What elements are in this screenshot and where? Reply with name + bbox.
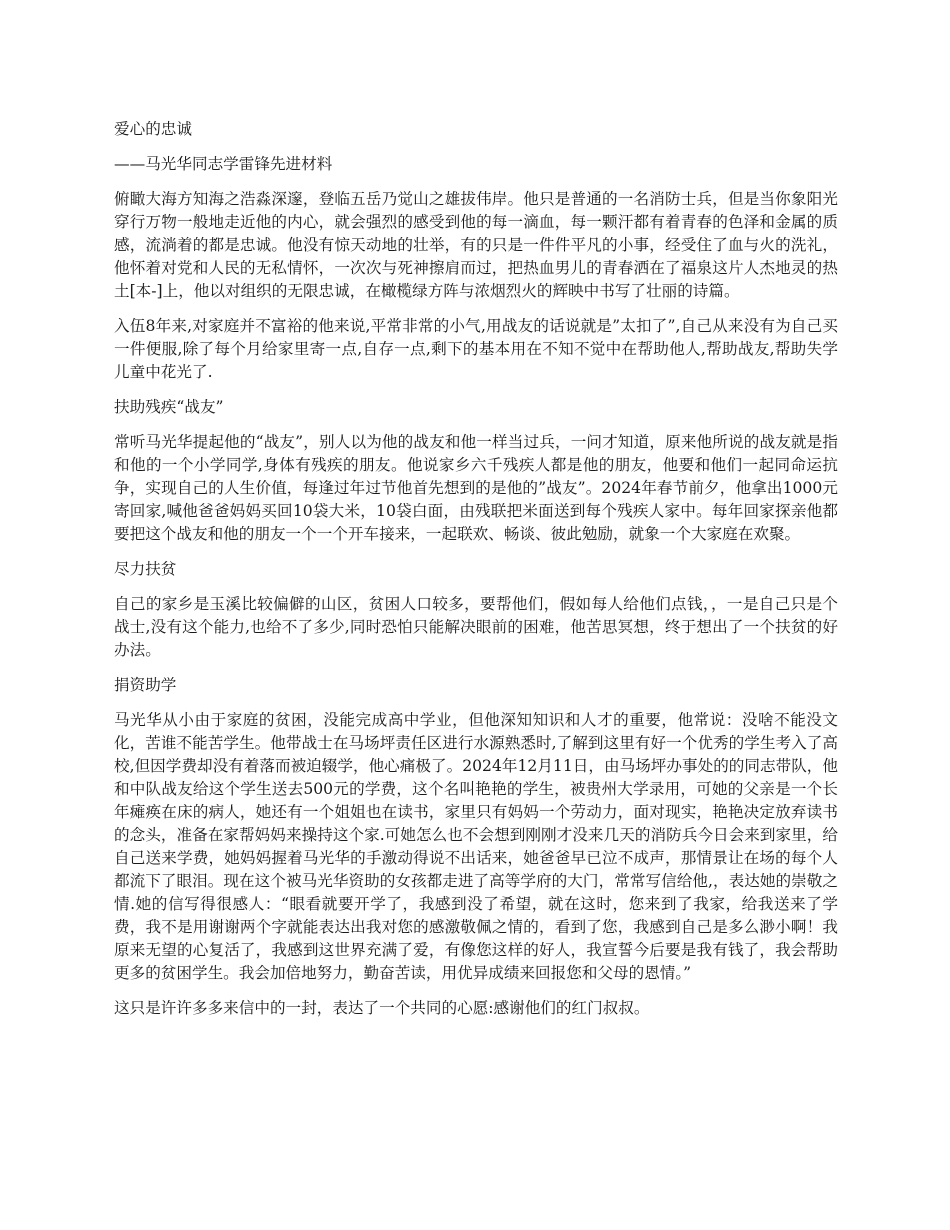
- document-body: [114, 118, 838, 1032]
- paragraph-education-aid: 马光华从小由于家庭的贫困，没能完成高中学业，但他深知知识和人才的重要，他常说：没啥不能没文化，苦谁不能苦学生。他带战士在马场坪责任区进行水源熟悉时,了解到这里有好一个优秀的学生考入了高校,但因学费却没有着落而被迫辍学，他心痛极了。2024年12月11日，由马场坪办事处的的同志带队，他和中队战友给这个学生送去500元的学费，这个名叫艳艳的学生，被贵州大学录用，可她的父亲是一个长年瘫痪在床的病人，她还有一个姐姐也在读书，家里只有妈妈一个劳动力，面对现实，艳艳决定放弃读书的念头，准备在家帮妈妈来操持这个家.可她怎么也不会想到刚刚才没来几天的消防兵今日会来到家里，给自己送来学费，她妈妈握着马光华的手激动得说不出话来，她爸爸早已泣不成声，那情景让在场的每个人都流下了眼泪。现在这个被马光华资助的女孩都走进了高等学府的大门，常常写信给他,，表达她的崇敬之情.她的信写得很感人：“眼看就要开学了，我感到没了希望，就在这时，您来到了我家，给我送来了学费，我不是用谢谢两个字就能表达出我对您的感激敬佩之情的，看到了您，我感到自己是多么渺小啊！我原来无望的心复活了，我感到这世界充满了爱，有像您这样的好人，我宣誓今后要是我有钱了，我会帮助更多的贫困学生。我会加倍地努力，勤奋苦读，用优异成绩来回报您和父母的恩情。”: [114, 711, 838, 982]
- document-title: 爱心的忠诚: [114, 120, 192, 138]
- section-heading-disabled-friends: 扶助残疾“战友”: [114, 398, 224, 416]
- section-heading-poverty-relief: 尽力扶贫: [114, 560, 177, 578]
- paragraph-disabled-friends: 常听马光华提起他的“战友”，别人以为他的战友和他一样当过兵，一问才知道，原来他所说的战友就是指和他的一个小学同学,身体有残疾的朋友。他说家乡六千残疾人都是他的朋友，他要和他们一起同命运抗争，实现自己的人生价值，每逢过年过节他首先想到的是他的”战友”。2024年春节前夕，他拿出1000元寄回家,喊他爸爸妈妈买回10袋大米，10袋白面，由残联把米面送到每个残疾人家中。每年回家探亲他都要把这个战友和他的朋友一个一个开车接来，一起联欢、畅谈、彼此勉励，就象一个大家庭在欢聚。: [114, 433, 838, 543]
- paragraph-enlistment: 入伍8年来,对家庭并不富裕的他来说,平常非常的小气,用战友的话说就是”太扣了”,自己从来没有为自己买一件便服,除了每个月给家里寄一点,自存一点,剩下的基本用在不知不觉中在帮助他人,帮助战友,帮助失学儿童中花光了.: [114, 317, 838, 381]
- paragraph-closing: 这只是许许多多来信中的一封，表达了一个共同的心愿:感谢他们的红门叔叔。: [114, 999, 650, 1017]
- paragraph-intro: 俯瞰大海方知海之浩淼深邃，登临五岳乃觉山之雄拔伟岸。他只是普通的一名消防士兵，但是当你象阳光穿行万物一般地走近他的内心，就会强烈的感受到他的每一滴血，每一颗汗都有着青春的色泽和金属的质感，流淌着的都是忠诚。他没有惊天动地的壮举，有的只是一件件平凡的小事，经受住了血与火的洗礼，他怀着对党和人民的无私情怀，一次次与死神擦肩而过，把热血男儿的青春洒在了福泉这片人杰地灵的热土[本-]上，他以对组织的无限忠诚，在橄榄绿方阵与浓烟烈火的辉映中书写了壮丽的诗篇。: [114, 190, 838, 300]
- section-heading-education-aid: 捐资助学: [114, 676, 177, 694]
- paragraph-poverty-relief: 自己的家乡是玉溪比较偏僻的山区，贫困人口较多，要帮他们，假如每人给他们点钱，，一是自己只是个战士,没有这个能力,也给不了多少,同时恐怕只能解决眼前的困难，他苦思冥想，终于想出了一个扶贫的好办法。: [114, 595, 838, 659]
- document-subtitle: ——马光华同志学雷锋先进材料: [114, 155, 333, 173]
